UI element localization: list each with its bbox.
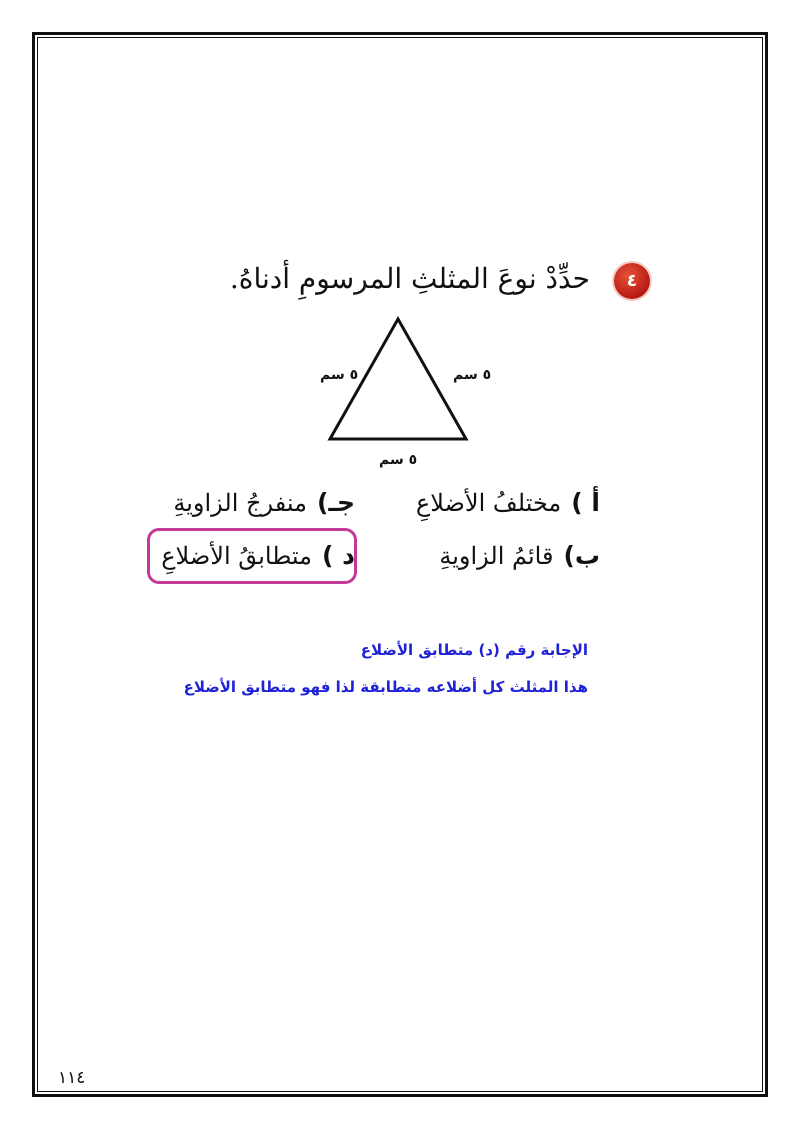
option-b[interactable] [439, 541, 600, 570]
option-a-text: مختلفُ الأضلاعِ [415, 489, 562, 517]
option-b-text: قائمُ الزاويةِ [439, 542, 554, 570]
option-c-text: منفرجُ الزاويةِ [173, 489, 307, 517]
option-d-text: متطابقُ الأضلاعِ [161, 542, 313, 570]
option-d-letter: د ) [322, 541, 355, 570]
option-b-letter: ب) [563, 541, 600, 570]
question-number: ٤ [626, 271, 638, 291]
option-c[interactable] [173, 488, 355, 517]
question-number-badge [614, 263, 650, 299]
question-text: حدِّدْ نوعَ المثلثِ المرسومِ أدناهُ. [229, 262, 590, 295]
triangle-base-label: ٥ سم [379, 452, 418, 468]
option-d[interactable] [161, 541, 355, 570]
option-a[interactable] [416, 488, 600, 517]
option-c-letter: جـ) [317, 488, 355, 517]
page-border-inner [37, 37, 763, 1092]
answer-line-1: الإجابة رقم (د) متطابق الأضلاع [360, 641, 588, 659]
option-a-letter: أ ) [571, 488, 600, 517]
page-number: ١١٤ [58, 1068, 86, 1088]
triangle-left-side-label: ٥ سم [320, 367, 359, 383]
answer-line-2: هذا المثلث كل أضلاعه متطابقة لذا فهو متطابق الأضلاع [183, 678, 588, 696]
triangle-right-side-label: ٥ سم [453, 367, 492, 383]
